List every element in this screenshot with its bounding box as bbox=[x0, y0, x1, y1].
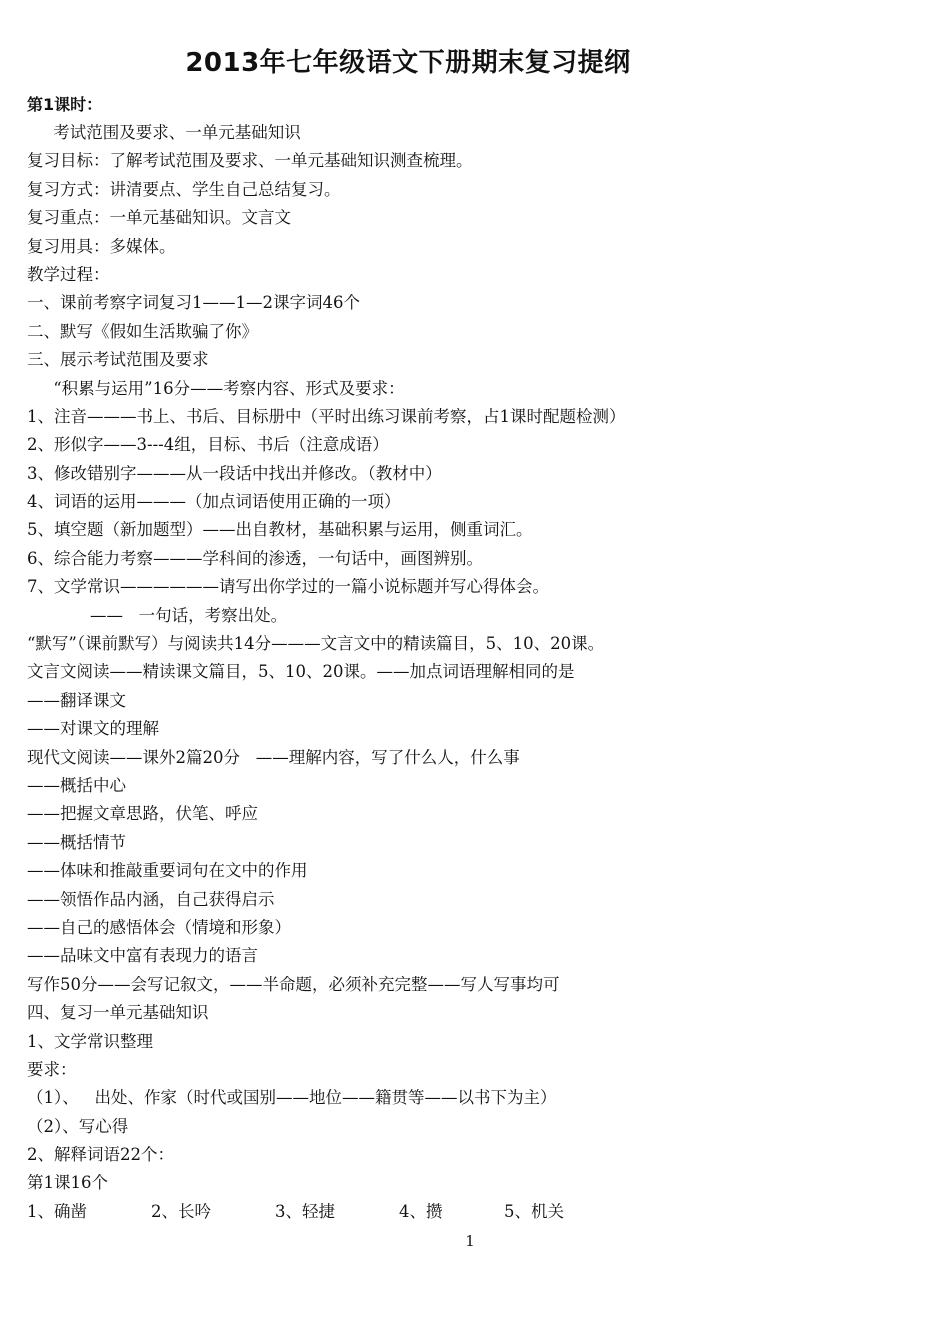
text-line: （2）、写心得 bbox=[27, 1116, 129, 1136]
text-line: 2、形似字——3---4组，目标、书后（注意成语） bbox=[27, 435, 389, 455]
text-line: 一、课前考察字词复习1——1—2课字词46个 bbox=[27, 293, 360, 313]
text-line: 二、默写《假如生活欺骗了你》 bbox=[27, 321, 258, 341]
text-line: 复习用具：多媒体。 bbox=[27, 236, 176, 256]
vocab-item: 5、机关 bbox=[504, 1201, 564, 1221]
document-title: 2013年七年级语文下册期末复习提纲 bbox=[185, 48, 631, 78]
text-line: 1、文学常识整理 bbox=[27, 1031, 153, 1051]
lesson-heading: 第1课时： bbox=[27, 95, 103, 114]
text-line: 考试范围及要求、一单元基础知识 bbox=[27, 123, 301, 142]
text-line: ——领悟作品内涵，自己获得启示 bbox=[27, 889, 275, 909]
vocab-item: 3、轻捷 bbox=[275, 1201, 335, 1221]
text-line: “积累与运用”16分——考察内容、形式及要求： bbox=[27, 378, 405, 398]
text-line: 第1课16个 bbox=[27, 1173, 108, 1193]
page-number: 1 bbox=[465, 1232, 475, 1250]
text-line: “默写”（课前默写）与阅读共14分———文言文中的精读篇目，5、10、20课。 bbox=[27, 634, 605, 654]
text-line: 写作50分——会写记叙文，——半命题，必须补充完整——写人写事均可 bbox=[27, 974, 560, 994]
text-line: ——体味和推敲重要词句在文中的作用 bbox=[27, 861, 308, 881]
text-line: 1、注音———书上、书后、目标册中（平时出练习课前考察，占1课时配题检测） bbox=[27, 406, 626, 426]
text-line: 4、词语的运用———（加点词语使用正确的一项） bbox=[27, 492, 401, 512]
text-line: ——翻译课文 bbox=[27, 690, 126, 710]
text-line: 现代文阅读——课外2篇20分 ——理解内容，写了什么人，什么事 bbox=[27, 747, 520, 767]
text-line: 2、解释词语22个： bbox=[27, 1145, 174, 1165]
text-line: 7、文学常识——————请写出你学过的一篇小说标题并写心得体会。 bbox=[27, 577, 549, 597]
text-line: 教学过程： bbox=[27, 264, 110, 284]
text-line: ——概括情节 bbox=[27, 832, 126, 852]
vocab-item: 2、长吟 bbox=[151, 1201, 211, 1221]
text-line: ——自己的感悟体会（情境和形象） bbox=[27, 917, 291, 937]
text-line: 3、修改错别字———从一段话中找出并修改。（教材中） bbox=[27, 463, 442, 483]
vocab-item: 4、攒 bbox=[399, 1201, 443, 1221]
text-line: 复习重点：一单元基础知识。文言文 bbox=[27, 208, 291, 228]
text-line: 复习方式：讲清要点、学生自己总结复习。 bbox=[27, 179, 341, 199]
body-text bbox=[27, 119, 927, 1226]
text-line: 6、综合能力考察———学科间的渗透，一句话中，画图辨别。 bbox=[27, 548, 483, 568]
vocab-row bbox=[27, 1198, 927, 1226]
text-line: 三、展示考试范围及要求 bbox=[27, 350, 209, 370]
text-line: 文言文阅读——精读课文篇目，5、10、20课。——加点词语理解相同的是 bbox=[27, 662, 575, 682]
text-line: —— 一句话，考察出处。 bbox=[27, 605, 288, 625]
text-line: ——品味文中富有表现力的语言 bbox=[27, 946, 258, 966]
text-line: （1）、 出处、作家（时代或国别——地位——籍贯等——以书下为主） bbox=[27, 1088, 557, 1108]
text-line: ——概括中心 bbox=[27, 775, 126, 795]
text-line: 四、复习一单元基础知识 bbox=[27, 1003, 209, 1023]
vocab-item: 1、确凿 bbox=[27, 1201, 87, 1221]
text-line: 要求： bbox=[27, 1059, 77, 1079]
text-line: 复习目标：了解考试范围及要求、一单元基础知识测查梳理。 bbox=[27, 151, 473, 171]
text-line: 5、填空题（新加题型）——出自教材，基础积累与运用，侧重词汇。 bbox=[27, 520, 533, 540]
text-line: ——把握文章思路，伏笔、呼应 bbox=[27, 804, 258, 824]
text-line: ——对课文的理解 bbox=[27, 719, 159, 739]
